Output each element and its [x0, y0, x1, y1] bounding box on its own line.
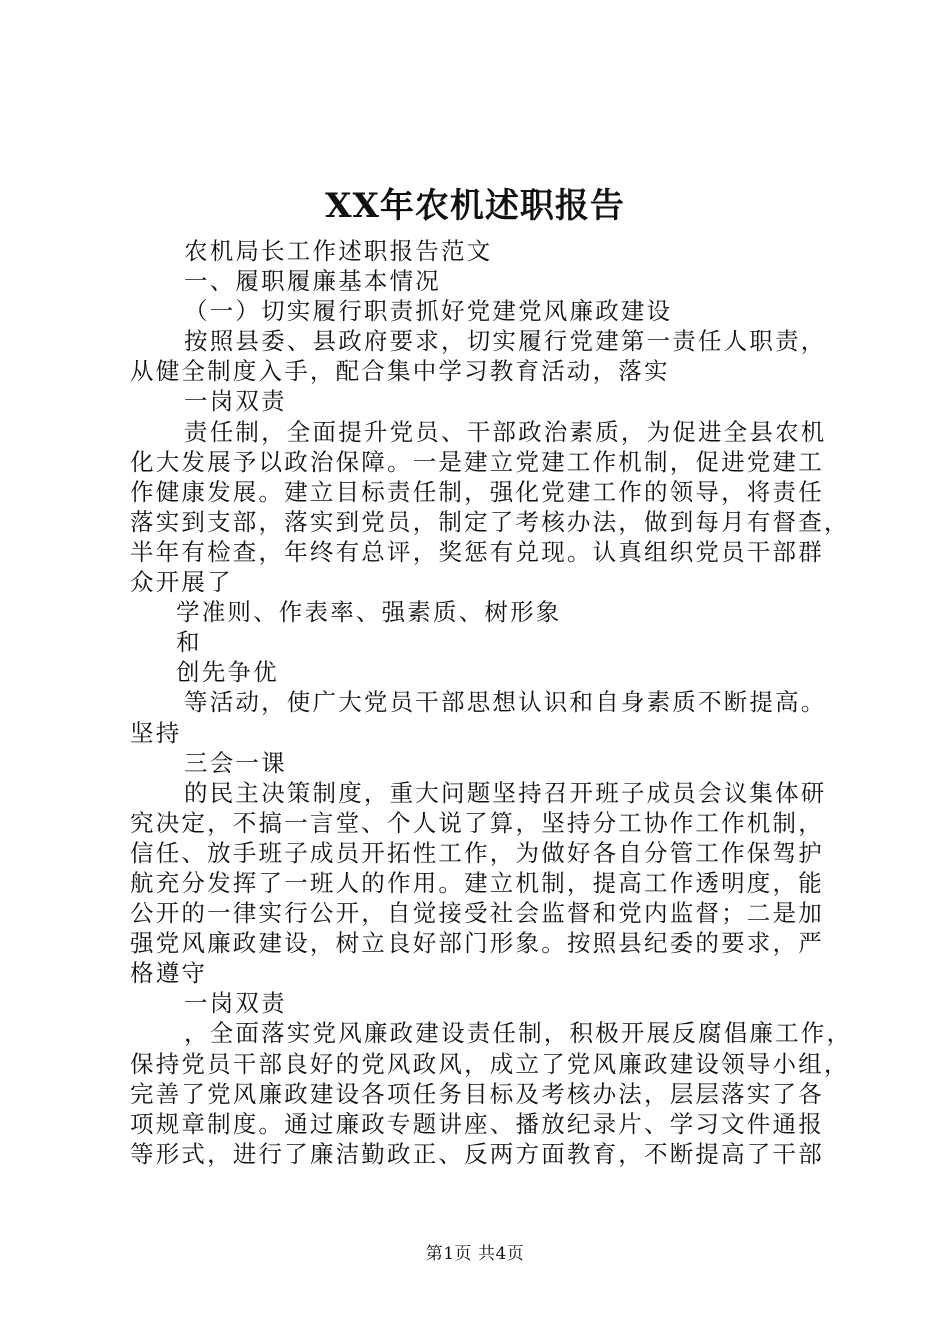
body-line: 强党风廉政建设，树立良好部门形象。按照县纪委的要求，严 — [130, 929, 824, 958]
body-line: 信任、放手班子成员开拓性工作，为做好各自分管工作保驾护 — [130, 838, 824, 867]
body-line: 究决定，不搞一言堂、个人说了算，坚持分工协作工作机制， — [130, 808, 824, 837]
body-line: 三会一课 — [184, 748, 287, 777]
body-line: 等形式，进行了廉洁勤政正、反两方面教育，不断提高了干部 — [130, 1139, 824, 1168]
body-line: ，全面落实党风廉政建设责任制，积极开展反腐倡廉工作， — [184, 1019, 853, 1048]
document-body — [130, 236, 853, 1169]
body-line: 公开的一律实行公开，自觉接受社会监督和党内监督；二是加 — [130, 899, 824, 928]
body-line: 落实到支部，落实到党员，制定了考核办法，做到每月有督查， — [130, 507, 850, 536]
body-line: 等活动，使广大党员干部思想认识和自身素质不断提高。 — [184, 688, 827, 717]
body-line: 众开展了 — [130, 568, 233, 597]
page-number-footer: 第1页 共4页 — [425, 1244, 525, 1264]
body-line: 半年有检查，年终有总评，奖惩有兑现。认真组织党员干部群 — [130, 537, 824, 566]
body-line: 一岗双责 — [184, 387, 287, 416]
body-line: 保持党员干部良好的党风政风，成立了党风廉政建设领导小组， — [130, 1049, 850, 1078]
body-line: 的民主决策制度，重大问题坚持召开班子成员会议集体研 — [184, 778, 827, 807]
body-line: 学准则、作表率、强素质、树形象 — [176, 598, 562, 627]
document-title: XX年农机述职报告 — [325, 186, 625, 226]
body-line: （一）切实履行职责抓好党建党风廉政建设 — [184, 297, 673, 326]
body-line: 一岗双责 — [184, 989, 287, 1018]
body-line: 航充分发挥了一班人的作用。建立机制，提高工作透明度，能 — [130, 868, 824, 897]
body-line: 创先争优 — [176, 658, 279, 687]
body-line: 一、履职履廉基本情况 — [184, 267, 441, 296]
body-line: 作健康发展。建立目标责任制，强化党建工作的领导，将责任 — [130, 477, 824, 506]
body-line: 项规章制度。通过廉政专题讲座、播放纪录片、学习文件通报 — [130, 1109, 824, 1138]
body-line: 和 — [176, 628, 202, 657]
body-line: 农机局长工作述职报告范文 — [184, 237, 493, 265]
body-line: 从健全制度入手，配合集中学习教育活动，落实 — [130, 357, 670, 386]
body-line: 坚持 — [130, 718, 182, 747]
body-line: 责任制，全面提升党员、干部政治素质，为促进全县农机 — [184, 417, 827, 446]
body-line: 格遵守 — [130, 959, 208, 988]
body-line: 化大发展予以政治保障。一是建立党建工作机制，促进党建工 — [130, 447, 824, 476]
body-line: 完善了党风廉政建设各项任务目标及考核办法，层层落实了各 — [130, 1079, 824, 1108]
body-line: 按照县委、县政府要求，切实履行党建第一责任人职责， — [184, 327, 827, 356]
